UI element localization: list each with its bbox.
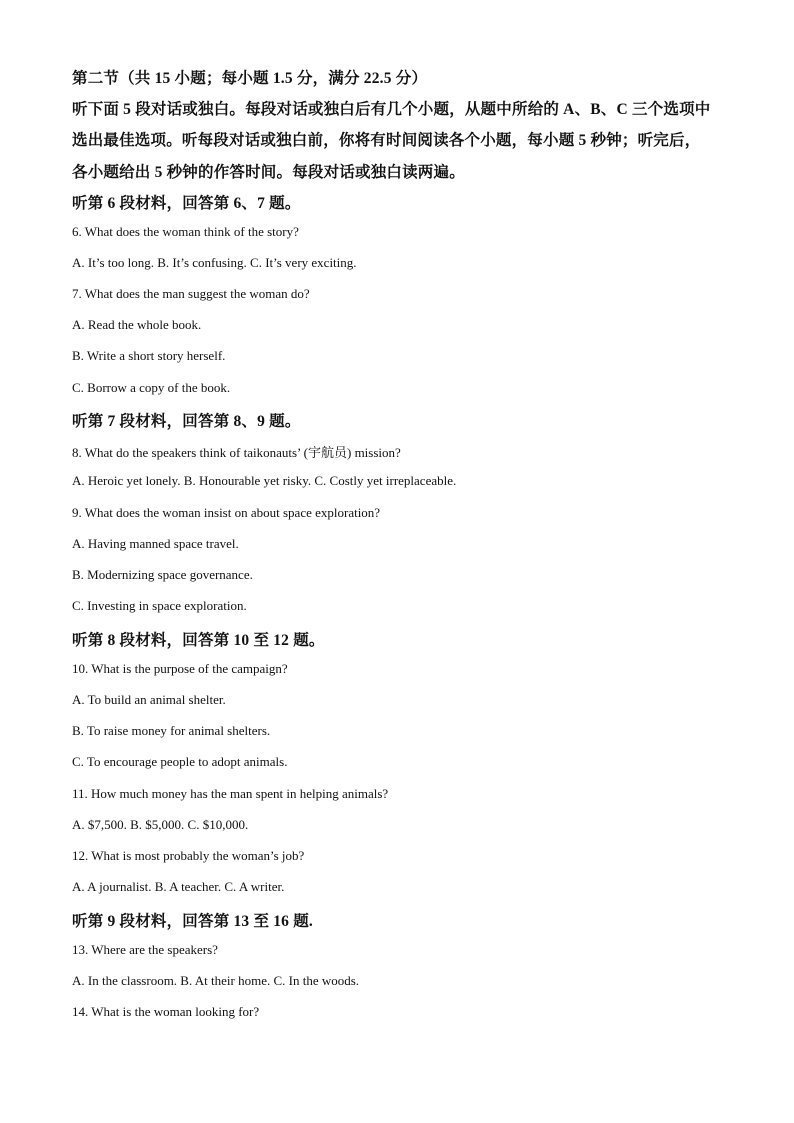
option-line: B. Modernizing space governance. [72,567,253,582]
question-line: 9. What does the woman insist on about space exploration? [72,505,381,520]
question-line: 14. What is the woman looking for? [72,1004,260,1019]
question-line: 6. What does the woman think of the story? [72,224,299,239]
option-line: C. Borrow a copy of the book. [72,380,231,395]
option-line: A. Having manned space travel. [72,536,239,551]
question-line: 11. How much money has the man spent in helping animals? [72,786,389,801]
question-line: 13. Where are the speakers? [72,942,218,957]
option-line: B. Write a short story herself. [72,348,226,363]
group-heading: 听第 9 段材料，回答第 13 至 16 题. [72,913,313,930]
group-heading: 听第 8 段材料，回答第 10 至 12 题。 [72,632,325,649]
question-line: 8. What do the speakers think of taikonauts’ (宇航员) mission? [72,445,401,460]
option-line: C. To encourage people to adopt animals. [72,754,288,769]
options-line: A. Heroic yet lonely. B. Honourable yet risky. C. Costly yet irreplaceable. [72,473,457,488]
group-heading: 听第 7 段材料，回答第 8、9 题。 [72,413,301,430]
options-line: A. In the classroom. B. At their home. C. In the woods. [72,973,360,988]
instruction-line: 各小题给出 5 秒钟的作答时间。每段对话或独白读两遍。 [72,164,465,181]
question-line: 7. What does the man suggest the woman do? [72,286,310,301]
option-line: B. To raise money for animal shelters. [72,723,271,738]
option-line: A. To build an animal shelter. [72,692,226,707]
options-line: A. It’s too long. B. It’s confusing. C. It’s very exciting. [72,255,357,270]
group-heading: 听第 6 段材料，回答第 6、7 题。 [72,195,301,212]
section-title: 第二节（共 15 小题；每小题 1.5 分，满分 22.5 分） [72,70,428,87]
instruction-line: 选出最佳选项。听每段对话或独白前，你将有时间阅读各个小题，每小题 5 秒钟；听完后， [72,132,701,149]
options-line: A. A journalist. B. A teacher. C. A writer. [72,879,285,894]
option-line: C. Investing in space exploration. [72,598,247,613]
options-line: A. $7,500. B. $5,000. C. $10,000. [72,817,249,832]
option-line: A. Read the whole book. [72,317,202,332]
instruction-line: 听下面 5 段对话或独白。每段对话或独白后有几个小题，从题中所给的 A、B、C 三个选项中 [72,101,711,118]
question-line: 12. What is most probably the woman’s job? [72,848,305,863]
question-line: 10. What is the purpose of the campaign? [72,661,288,676]
